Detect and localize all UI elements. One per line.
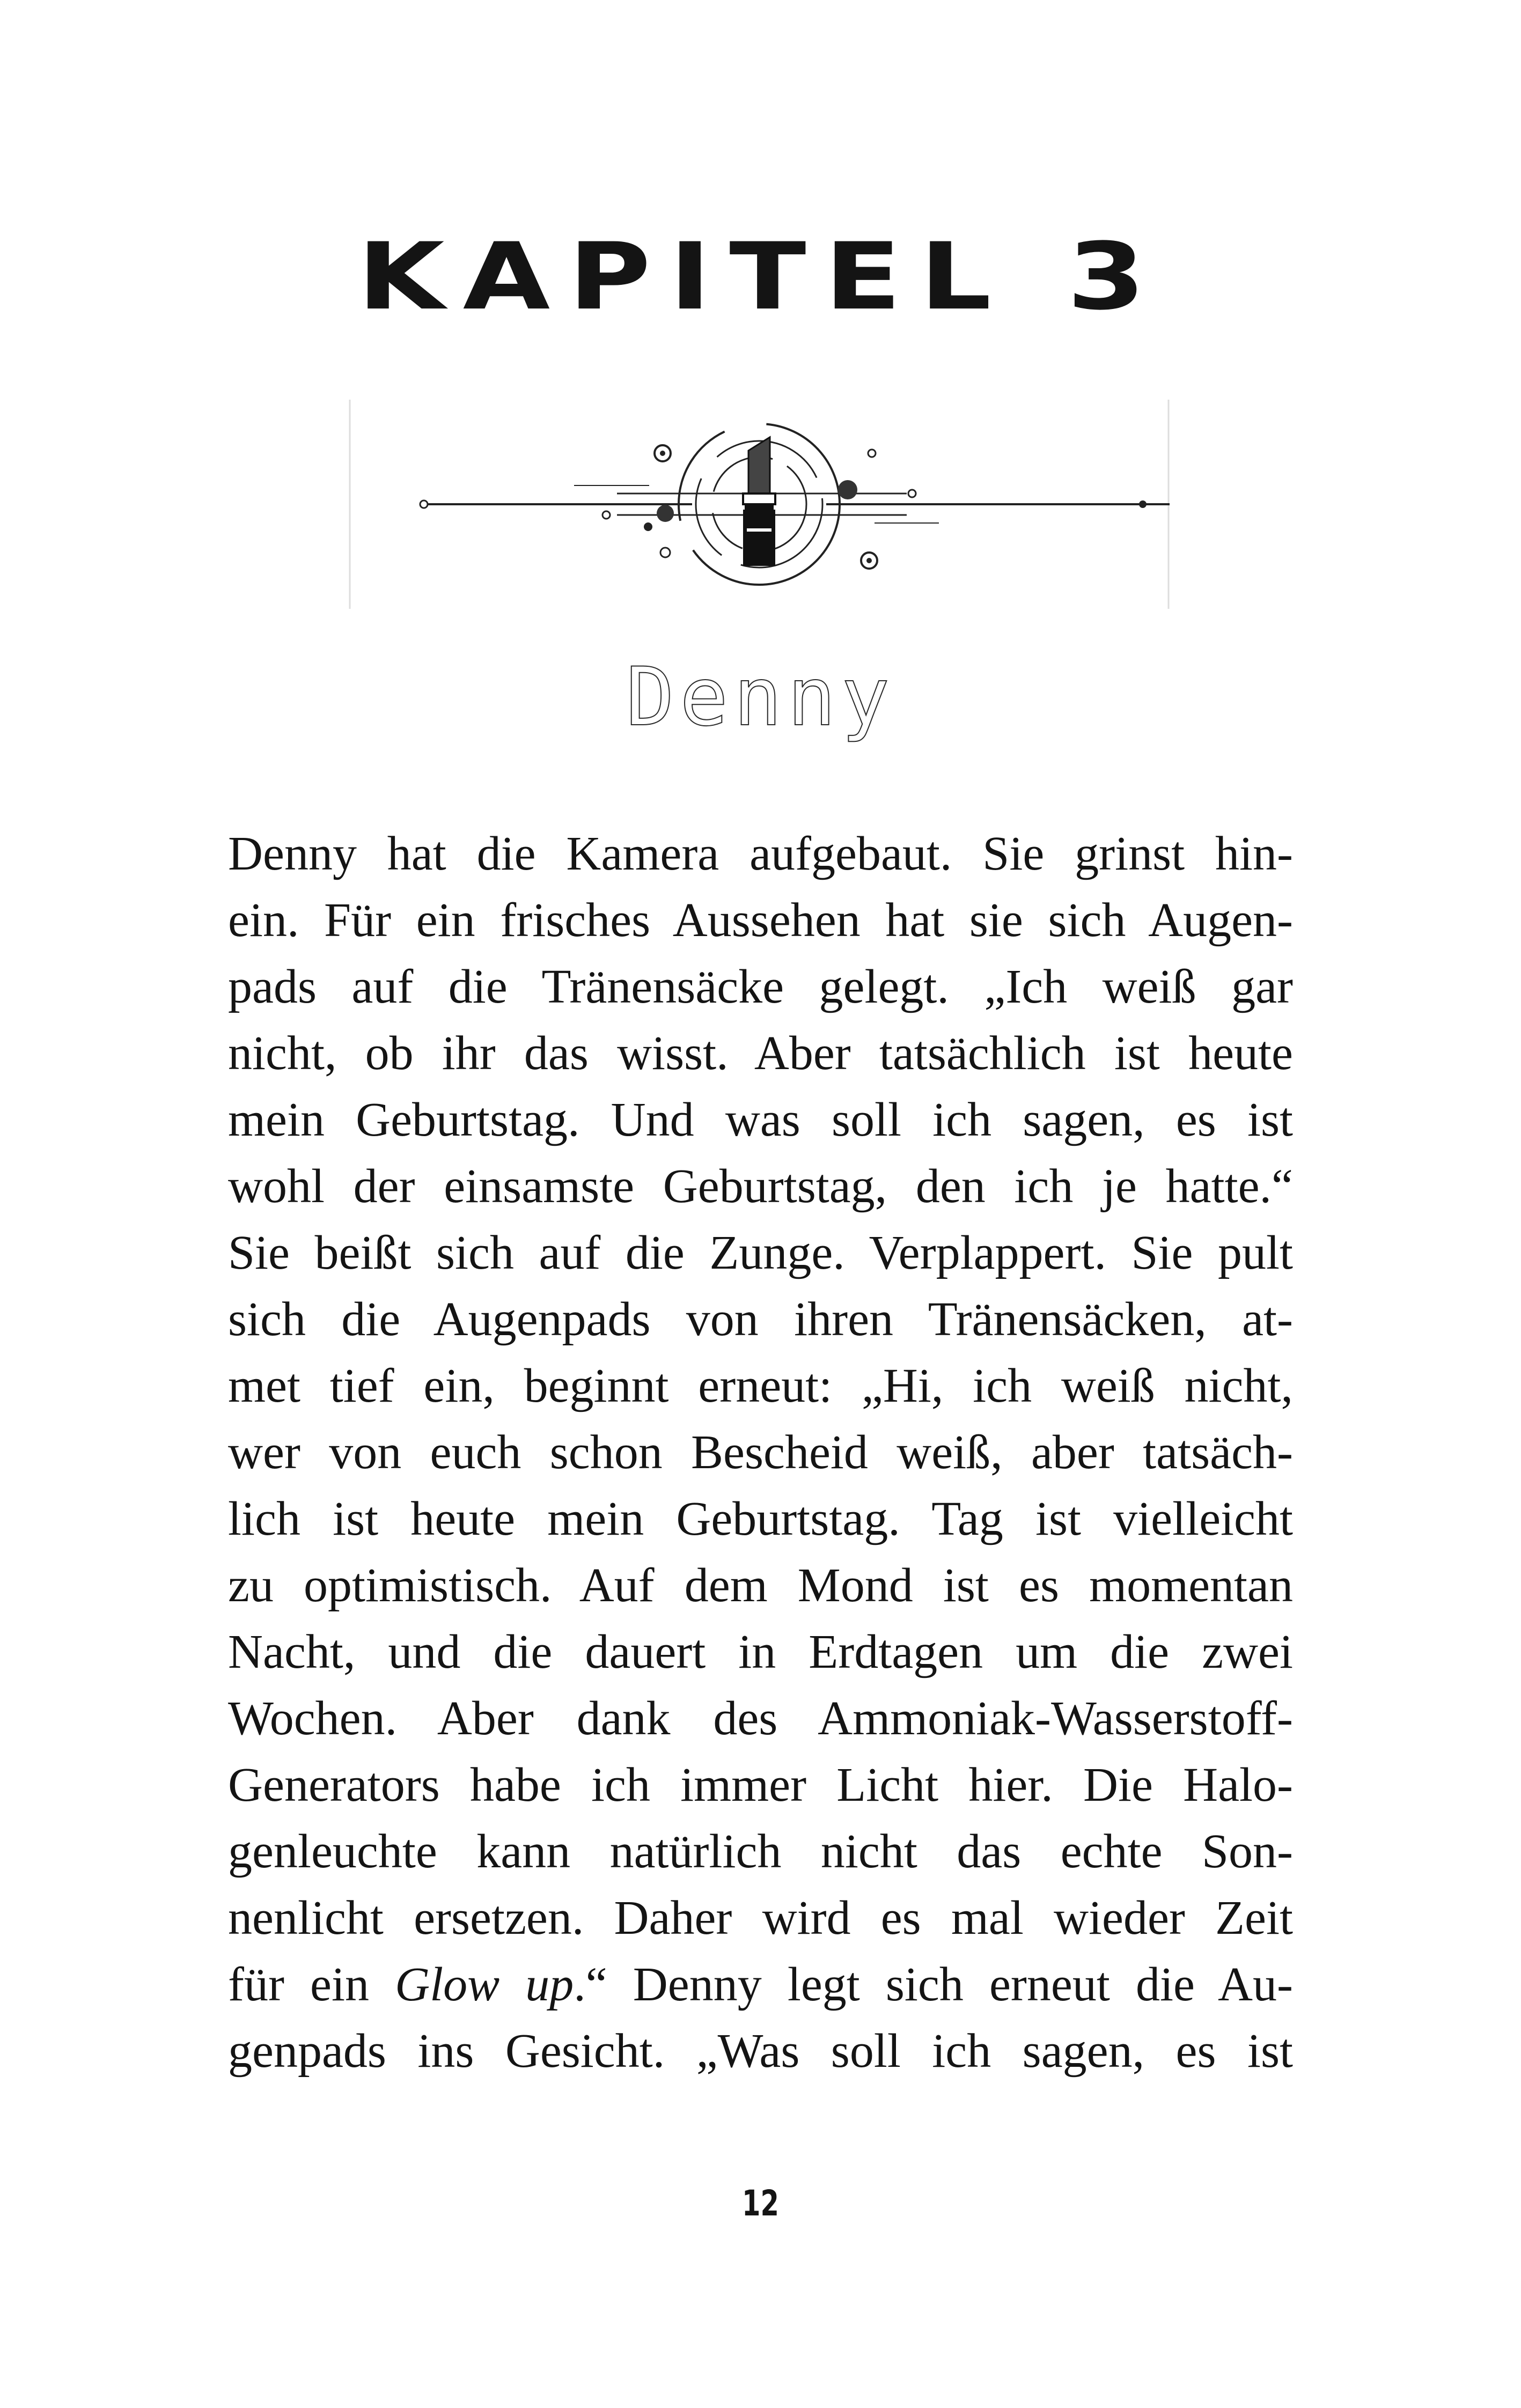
text-line: Generators habe ich immer Licht hier. Die Halo- — [228, 1758, 1293, 1811]
text-line: Denny hat die Kamera aufgebaut. Sie grinst hin- — [228, 827, 1293, 880]
chapter-title: KAPITEL 3 — [357, 223, 1164, 331]
lipstick-orbit-icon — [349, 400, 1170, 609]
text-line: sich die Augenpads von ihren Tränensäcken, at- — [228, 1293, 1293, 1346]
text-line: wer von euch schon Bescheid weiß, aber tatsäch- — [228, 1426, 1293, 1479]
text-line: genleuchte kann natürlich nicht das echte Son- — [228, 1825, 1293, 1878]
text-line: Sie beißt sich auf die Zunge. Verplappert. Sie pult — [228, 1226, 1293, 1279]
page-number: 12 — [742, 2183, 779, 2224]
text-line — [228, 1952, 1293, 2018]
text-line: lich ist heute mein Geburtstag. Tag ist vielleicht — [228, 1492, 1293, 1545]
body-text — [228, 821, 1293, 2085]
character-name: Denny — [626, 651, 895, 744]
italic-phrase: Glow up — [395, 1958, 574, 2011]
text-segment: .“ Denny legt sich erneut die Au- — [574, 1958, 1294, 2011]
text-line: wohl der einsamste Geburtstag, den ich je hatte.“ — [228, 1160, 1293, 1213]
text-line: Wochen. Aber dank des Ammoniak-Wasserstoff- — [228, 1692, 1293, 1745]
text-line: Nacht, und die dauert in Erdtagen um die zwei — [228, 1625, 1293, 1678]
text-line: zu optimistisch. Auf dem Mond ist es momentan — [228, 1559, 1293, 1612]
text-line: mein Geburtstag. Und was soll ich sagen, es ist — [228, 1093, 1293, 1146]
text-segment: für ein — [228, 1958, 395, 2011]
text-line: pads auf die Tränensäcke gelegt. „Ich weiß gar — [228, 960, 1293, 1013]
text-line: nenlicht ersetzen. Daher wird es mal wieder Zeit — [228, 1891, 1293, 1945]
text-line: nicht, ob ihr das wisst. Aber tatsächlich ist heute — [228, 1027, 1293, 1080]
text-line: genpads ins Gesicht. „Was soll ich sagen, es ist — [228, 2024, 1293, 2078]
text-line: met tief ein, beginnt erneut: „Hi, ich weiß nicht, — [228, 1359, 1293, 1412]
text-line: ein. Für ein frisches Aussehen hat sie sich Augen- — [228, 894, 1293, 947]
